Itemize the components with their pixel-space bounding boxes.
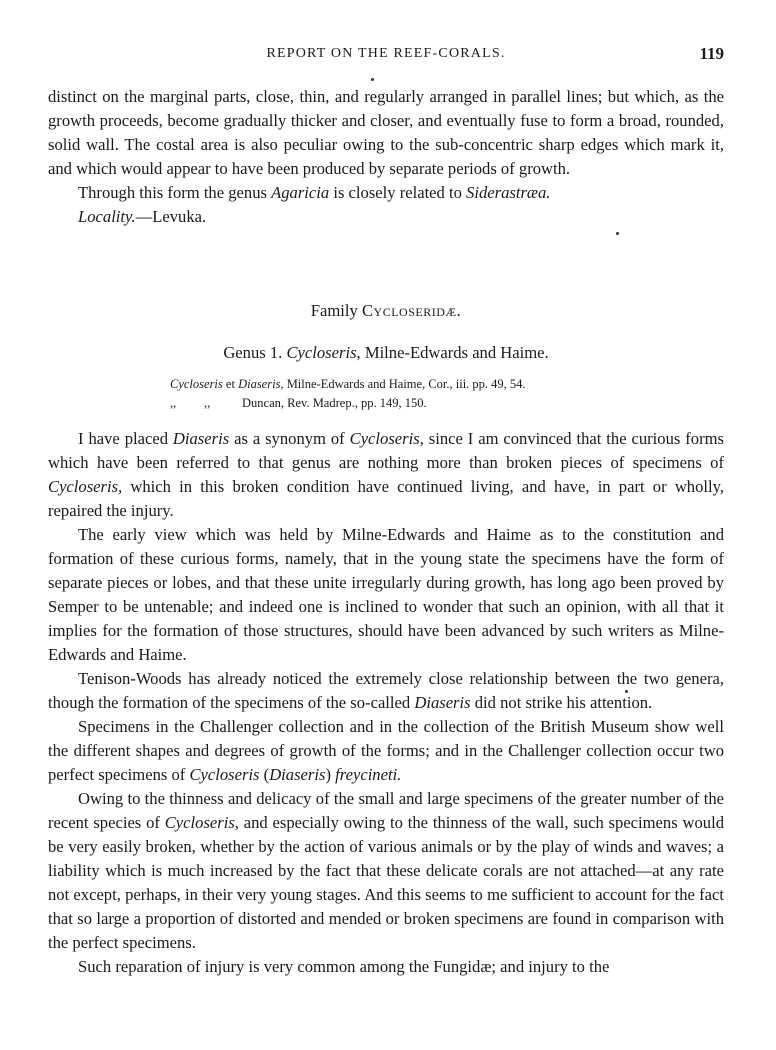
family-heading	[48, 299, 724, 323]
paragraph-early-view: The early view which was held by Milne-Edwards and Haime as to the constitution and formation of these curious forms, namely, that in the young state the specimens have the form of separate pieces or lobes, and that these unite irregularly during growth, has long ago been proved by Semper to be untenable; and indeed one is inclined to wonder that such an opinion, with all that it implies for the formation of those structures, should have been advanced by such writers as Milne-Edwards and Haime.	[48, 525, 724, 664]
text-run: I have placed	[78, 429, 173, 448]
locality-value: —Levuka.	[135, 207, 207, 226]
paragraph-diaseris	[48, 427, 724, 523]
text-run: Specimens in the Challenger collection and in the collection of the British Museum show well the different shapes and degrees of growth of the forms; and in the Challenger collection occur two perfect specimens of	[48, 717, 724, 784]
print-speck	[616, 232, 619, 235]
genus-name-italic: Cycloseris,	[164, 813, 239, 832]
genus-name-italic: Cycloseris,	[48, 477, 123, 496]
locality-label: Locality.	[78, 207, 136, 226]
locality-line	[48, 205, 724, 229]
family-prefix: Family	[310, 301, 362, 320]
text-run: as a synonym of	[229, 429, 350, 448]
genus-number: Genus 1.	[223, 343, 287, 362]
paragraph-continued: distinct on the marginal parts, close, thin, and regularly arranged in parallel lines; but which, as the growth proceeds, become gradually thicker and closer, and eventually fuse to form a broad, rounded, solid wall. The costal area is also peculiar owing to the sub-concentric sharp edges which mark it, and which would appear to have been produced by separate periods of growth.	[48, 87, 724, 178]
synonym-name: Cycloseris	[170, 377, 223, 391]
text-run: since I am convinced that the curious forms which have been referred to that genus are nothing more than broken pieces of specimens of	[48, 429, 724, 472]
genus-name-italic: Agaricia	[271, 183, 330, 202]
text-run: is closely related to	[329, 183, 467, 202]
species-name-italic: freycineti.	[335, 765, 402, 784]
paragraph-thinness	[48, 787, 724, 955]
synonymy-line	[170, 375, 724, 394]
genus-name-italic: Cycloseris	[189, 765, 260, 784]
text-run: et	[222, 377, 239, 391]
paragraph-tenison-woods	[48, 667, 724, 715]
genus-name-italic: Diaseris	[269, 765, 326, 784]
print-speck	[625, 690, 628, 693]
genus-name-italic: Cycloseris,	[349, 429, 424, 448]
genus-name-italic: Diaseris	[414, 693, 471, 712]
ditto-mark: ,,	[170, 396, 177, 410]
ditto-mark: ,,	[204, 396, 211, 410]
synonymy-list	[48, 375, 724, 413]
text-run: (	[259, 765, 270, 784]
running-title: REPORT ON THE REEF-CORALS.	[266, 46, 506, 61]
synonym-name: Diaseris,	[238, 377, 284, 391]
ditto-marks	[170, 394, 242, 413]
genus-authors: Milne-Edwards and Haime.	[360, 343, 549, 362]
text-run: did not strike his attention.	[470, 693, 653, 712]
text-run: which in this broken condition have continued living, and have, in part or wholly, repaired the injury.	[48, 477, 724, 520]
print-speck	[371, 78, 374, 81]
genus-name: Cycloseris,	[286, 343, 361, 362]
genus-heading	[48, 341, 724, 365]
text-run: Through this form the genus	[78, 183, 272, 202]
genus-name-italic: Siderastræa.	[466, 183, 551, 202]
text-run: Tenison-Woods has already noticed the extremely close relationship between the two genera, though the formation of the specimens of the so-called	[48, 669, 724, 712]
genus-name-italic: Diaseris	[172, 429, 230, 448]
paragraph-reparation: Such reparation of injury is very common among the Fungidæ; and injury to the	[78, 957, 610, 976]
text-run: and especially owing to the thinness of the wall, such specimens would be very easily broken, whether by the action of various animals or by the play of winds and waves; a liability which is much increased by the fact that these delicate corals are not attached—at any rate not except, perhaps, in their very young stages. And this seems to me sufficient to account for the fact that so large a proportion of distorted and mended or broken specimens are found in comparison with the perfect specimens.	[48, 813, 724, 952]
synonymy-line	[170, 394, 724, 413]
text-run: Owing to the thinness and delicacy of the small and large specimens of the greater number of the recent species of	[48, 789, 724, 832]
running-head	[48, 44, 724, 66]
family-name: Cycloseridæ.	[361, 301, 462, 320]
text-run: )	[325, 765, 336, 784]
synonym-reference: Milne-Edwards and Haime, Cor., iii. pp. 49, 54.	[283, 377, 526, 391]
body-text	[48, 85, 724, 979]
synonym-reference: Duncan, Rev. Madrep., pp. 149, 150.	[242, 396, 427, 410]
page-number: 119	[699, 44, 724, 63]
paragraph-agaricia	[48, 181, 724, 205]
paragraph-challenger	[48, 715, 724, 787]
